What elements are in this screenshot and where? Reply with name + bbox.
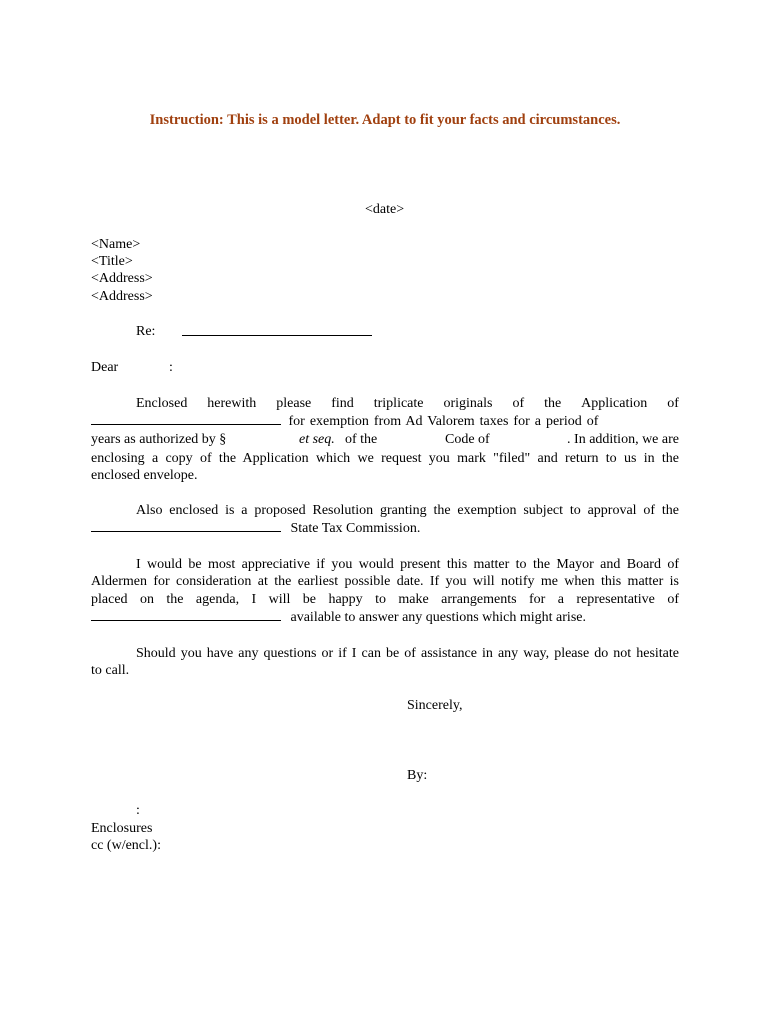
paragraph-3-line-1: I would be most appreciative if you would present this matter to the Mayor and Board of xyxy=(136,557,679,572)
paragraph-1-line-5: enclosed envelope. xyxy=(91,468,198,483)
re-blank xyxy=(182,323,372,341)
word: originals xyxy=(443,396,493,411)
word: herewith xyxy=(207,396,257,411)
paragraph-4-line-2: to call. xyxy=(91,663,130,678)
instruction-note: Instruction: This is a model letter. Adapt to fit your facts and circumstances. xyxy=(149,112,621,128)
signature-initials-colon: : xyxy=(136,803,140,818)
paragraph-1-line-3-e: . In addition, we are xyxy=(567,432,679,447)
paragraph-1-line-3-b xyxy=(299,431,335,448)
paragraph-4-line-1: Should you have any questions or if I can be of assistance in any way, please do not hesitate xyxy=(136,646,679,661)
recipient-name: <Name> xyxy=(91,237,141,252)
word: Enclosed xyxy=(136,396,188,411)
recipient-address-2: <Address> xyxy=(91,289,153,304)
paragraph-1-line-3-c: of the xyxy=(345,432,378,447)
paragraph-3-line-3: placed on the agenda, I will be happy to make arrangements for a representative of xyxy=(91,592,679,607)
line-text: State Tax Commission. xyxy=(290,521,421,536)
by-line: By: xyxy=(407,768,428,783)
closing: Sincerely, xyxy=(407,698,463,713)
paragraph-1-line-1 xyxy=(136,395,679,412)
paragraph-1-line-4: enclosing a copy of the Application which we request you mark "filed" and return to us in the xyxy=(91,451,679,466)
paragraph-1-line-3-d: Code of xyxy=(445,432,490,447)
line-text: available to answer any questions which might arise. xyxy=(290,610,586,625)
recipient-address-1: <Address> xyxy=(91,271,153,286)
word: of xyxy=(667,396,679,411)
word: Application xyxy=(581,396,648,411)
salutation: Dear xyxy=(91,360,119,375)
word: please xyxy=(276,396,312,411)
commission-blank xyxy=(91,519,281,532)
word: of xyxy=(512,396,525,411)
date-placeholder: <date> xyxy=(365,202,405,217)
word: triplicate xyxy=(373,396,424,411)
applicant-blank xyxy=(91,412,281,425)
representative-blank xyxy=(91,608,281,621)
paragraph-1-line-3-a: years as authorized by § xyxy=(91,432,227,447)
enclosures-label: Enclosures xyxy=(91,821,153,836)
paragraph-1-line-2 xyxy=(91,412,598,430)
paragraph-3-line-2: Aldermen for consideration at the earliest possible date. If you will notify me when this matter is xyxy=(91,574,679,589)
word: find xyxy=(331,396,354,411)
paragraph-2-line-2 xyxy=(91,519,420,537)
line-text: for exemption from Ad Valorem taxes for a period of xyxy=(288,414,599,429)
et-seq: et seq. xyxy=(299,432,335,447)
word: the xyxy=(544,396,562,411)
re-label: Re: xyxy=(136,324,156,339)
paragraph-2-line-1: Also enclosed is a proposed Resolution granting the exemption subject to approval of the xyxy=(136,503,679,518)
paragraph-3-line-4 xyxy=(91,608,586,626)
salutation-colon: : xyxy=(169,360,173,375)
recipient-title: <Title> xyxy=(91,254,133,269)
cc-label: cc (w/encl.): xyxy=(91,838,161,853)
